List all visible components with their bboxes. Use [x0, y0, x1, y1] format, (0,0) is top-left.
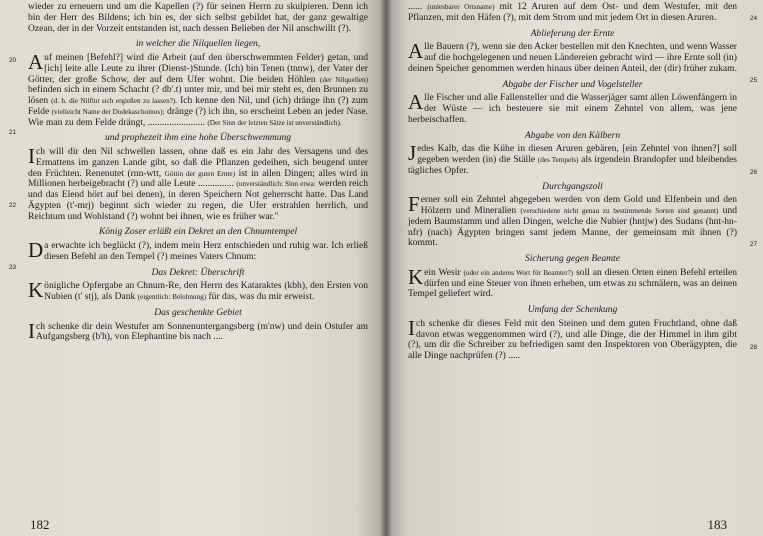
line-number: 23 — [9, 264, 17, 271]
drop-cap: A — [28, 50, 44, 74]
paragraph-text: mit 12 Aruren auf dem Ost- und dem Westufer, mit den Pflanzen, mit den Häfen (?), mit dem Strom und mit jedem Ort in diesen Aruren. — [408, 1, 737, 23]
drop-cap: I — [28, 144, 35, 168]
paragraph — [408, 192, 757, 249]
section-heading: Durchgangszoll — [542, 180, 603, 192]
section-heading: und prophezeit ihm eine hohe Überschwemmung — [104, 132, 292, 144]
paragraph-text: als irgendein Brandopfer und bleibendes tägliches Opfer. — [408, 154, 738, 176]
paragraph — [408, 264, 738, 300]
paragraph — [408, 141, 757, 177]
right-page — [386, 0, 763, 536]
annotation: (d. h. die Nilflut sich ergießen zu lassen?). — [51, 97, 178, 105]
paragraph — [408, 90, 737, 125]
section-heading: Das geschenkte Gebiet — [154, 306, 242, 318]
paragraph — [28, 2, 368, 34]
drop-cap: I — [28, 318, 35, 343]
line-number: 25 — [749, 77, 757, 85]
annotation: Göttin der guten Ernte) — [164, 169, 236, 178]
paragraph-text: edes Kalb, das die Kühe in diesen Aruren gebären, [ein Zehntel von ihnen?] soll gegeben werden (in) die Ställe — [417, 143, 737, 165]
paragraph — [408, 1, 757, 24]
paragraph — [9, 238, 368, 271]
line-number: 21 — [9, 129, 17, 136]
line-number: 22 — [9, 202, 17, 209]
paragraph-text: ist in allen Dingen; alles wird in Millionen herbeigebracht (?) und alle Leute ............... — [28, 167, 368, 190]
paragraph-text: werden reich und das Elend hört auf bei denen), in deren Speichern Not geherrscht hatte. Das Land Ägypten (t'-mrj) beginnt sich wieder zu regen, die Ufer erstrahlen herrlich, und Reichtum und Wohlstand (?) wohnt bei ihnen, wie es früher war." — [28, 178, 369, 222]
paragraph-text: dränge (?) ich ihn, so erscheint Leben an jeder Nase. Wie man zu dem Felde drängt, ........................ — [28, 105, 369, 128]
drop-cap: K — [408, 264, 424, 289]
drop-cap: J — [408, 141, 417, 166]
drop-cap: A — [408, 39, 424, 64]
section-heading: Sicherung gegen Beamte — [525, 253, 620, 264]
drop-cap: K — [28, 278, 44, 303]
paragraph — [9, 50, 369, 136]
section-heading: Ablieferung der Ernte — [530, 27, 615, 39]
paragraph-text: und jedem Baumstamm und allen Dingen, welche die Nubier (hntjw) des Sudans (hnt-hn-nfr) (nach) Ägypten bringen samt jedem Manne, der gemeinsam mit ihnen (?) kommt. — [408, 205, 737, 249]
paragraph-text: ...... — [408, 1, 423, 12]
paragraph — [28, 318, 368, 344]
annotation: (unverständlich: Sinn etwa: — [236, 180, 316, 189]
section-heading: König Zoser erläßt ein Dekret an den Chnumtempel — [98, 226, 298, 238]
paragraph-text: wieder zu erneuern und um die Kapellen (?) für seinen Herrn zu skulpieren. Denn ich bin der Herr des Bildens; ich bin es, der sich selbst gebildet hat, der ganz gewaltige Ozean, der in der Vorzeit entstanden ist, nach dessen Belieben der Nil anschwillt (?). — [28, 1, 368, 34]
drop-cap: F — [408, 192, 420, 217]
paragraph-text: ch schenke dir dieses Feld mit den Steinen und dem guten Fruchtland, ohne daß davon etwas weggenommen wird (?), und alle Dinge, die der Himmel in ihm gibt (?), um dir die Schreiber zu befriedigen samt den Inspektoren von Oberägypten, die alle Dinge nachprüfen (?) ..... — [408, 317, 737, 361]
section-heading: Das Dekret: Überschrift — [151, 266, 245, 278]
paragraph-text: ch will dir den Nil schwellen lassen, ohne daß es ein Jahr des Versagens und des Ermattens im ganzen Lande gibt, so daß die Pflanzen gedeihen, sich beugend unter den Früchten. Renenutet (rnn-wtt, — [28, 146, 368, 179]
section-heading: Abgabe der Fischer und Vogelsteller — [502, 78, 643, 90]
paragraph-text: Ich kenne den Nil, und (ich) dränge ihn (?) zum Felde — [28, 95, 369, 117]
annotation: (des Tempels) — [537, 156, 579, 164]
paragraph — [408, 315, 757, 362]
paragraph-text: lle Bauern (?), wenn sie den Acker bestellen mit den Knechten, und wenn Wasser auf die hochgelegenen und neuen Ländereien gebracht wird — ihre Ernte soll (in) deinen Speicher genommen werden hinaus über deinen Anteil, der (dir) früher zukam. — [408, 41, 737, 74]
paragraph-text: lle Fischer und alle Fallensteller und die Wasserjäger samt allen Löwenfängern in der Wüste — ich besteuere sie mit einem Zehntel von allem, was jene herbeischaffen. — [408, 92, 737, 125]
paragraph-text: erner soll ein Zehntel abgegeben werden von dem Gold und Elfenbein und den Hölzern und Mineralien — [420, 194, 737, 216]
annotation: (vielleicht Name der Dodekaschoinos); — [51, 107, 165, 116]
drop-cap: I — [408, 315, 415, 340]
annotation: (Der Sinn der letzten Sätze ist unverständlich). — [207, 118, 342, 127]
annotation: (verschiedene nicht genau zu bestimmende Sorten sind genannt) — [520, 207, 719, 215]
drop-cap: D — [28, 238, 44, 262]
paragraph-text: önigliche Opfergabe an Chnum-Re, den Herrn des Kataraktes (kbh), den Ersten von Nubien (t' stj), als Dank — [44, 280, 368, 302]
paragraph-text: befinden sich in einem Schacht (? db'.t) unter mir, und bei mir steht es, den Brunnen zu lösen — [28, 84, 368, 106]
page-number: 182 — [30, 517, 50, 533]
annotation: (eigentlich: Belohnung) — [137, 293, 207, 301]
paragraph-text: ch schenke dir dein Westufer am Sonnenuntergangsberg (m'nw) und dein Ostufer am Aufgangsberg (b'h), von Elephantine bis nach .... — [36, 320, 368, 343]
annotation: (unlesbarer Ortsname) — [427, 3, 495, 11]
paragraph-text: uf meinen [Befehl?] wird die Arbeit (auf den überschwemmten Felder) getan, und [ich] leite alle Leute zu ihrer (Dienst-)Stunde. (Ich) bin Tenen (tnnw), der Vater der Götter, der große Schow, der auf dem Ufer wohnt. Die beiden Höhlen — [28, 52, 368, 85]
line-number: 20 — [9, 57, 17, 64]
paragraph-text: für das, was du mir erweist. — [208, 291, 315, 302]
annotation: (der Nilquellen) — [319, 75, 368, 84]
page-number: 183 — [707, 517, 727, 533]
drop-cap: A — [408, 90, 424, 115]
paragraph-text: ein Wesir — [424, 266, 461, 278]
line-number: 27 — [749, 241, 757, 249]
line-number: 26 — [749, 169, 757, 177]
line-number: 28 — [749, 343, 757, 351]
paragraph — [28, 278, 368, 303]
annotation: (oder ein anderes Wort für Beamter?) — [463, 268, 574, 277]
paragraph-text: soll an diesen Orten einen Befehl erteilen dürfen und eine Steuer von ihnen erheben, um etwas zu schmälern, was an deinen Tempel geliefert wird. — [408, 266, 738, 300]
paragraph — [9, 144, 369, 222]
section-heading: in welcher die Nilquellen liegen, — [135, 38, 261, 50]
paragraph-text: a erwachte ich beglückt (?), indem mein Herz entschieden und ruhig war. Ich erließ diesen Befehl an den Tempel (?) meines Vaters Chnum: — [44, 240, 368, 262]
book-gutter — [380, 0, 392, 536]
line-number: 24 — [749, 15, 757, 22]
section-heading: Abgabe von den Kälbern — [524, 129, 621, 141]
section-heading: Umfang der Schenkung — [527, 304, 618, 315]
